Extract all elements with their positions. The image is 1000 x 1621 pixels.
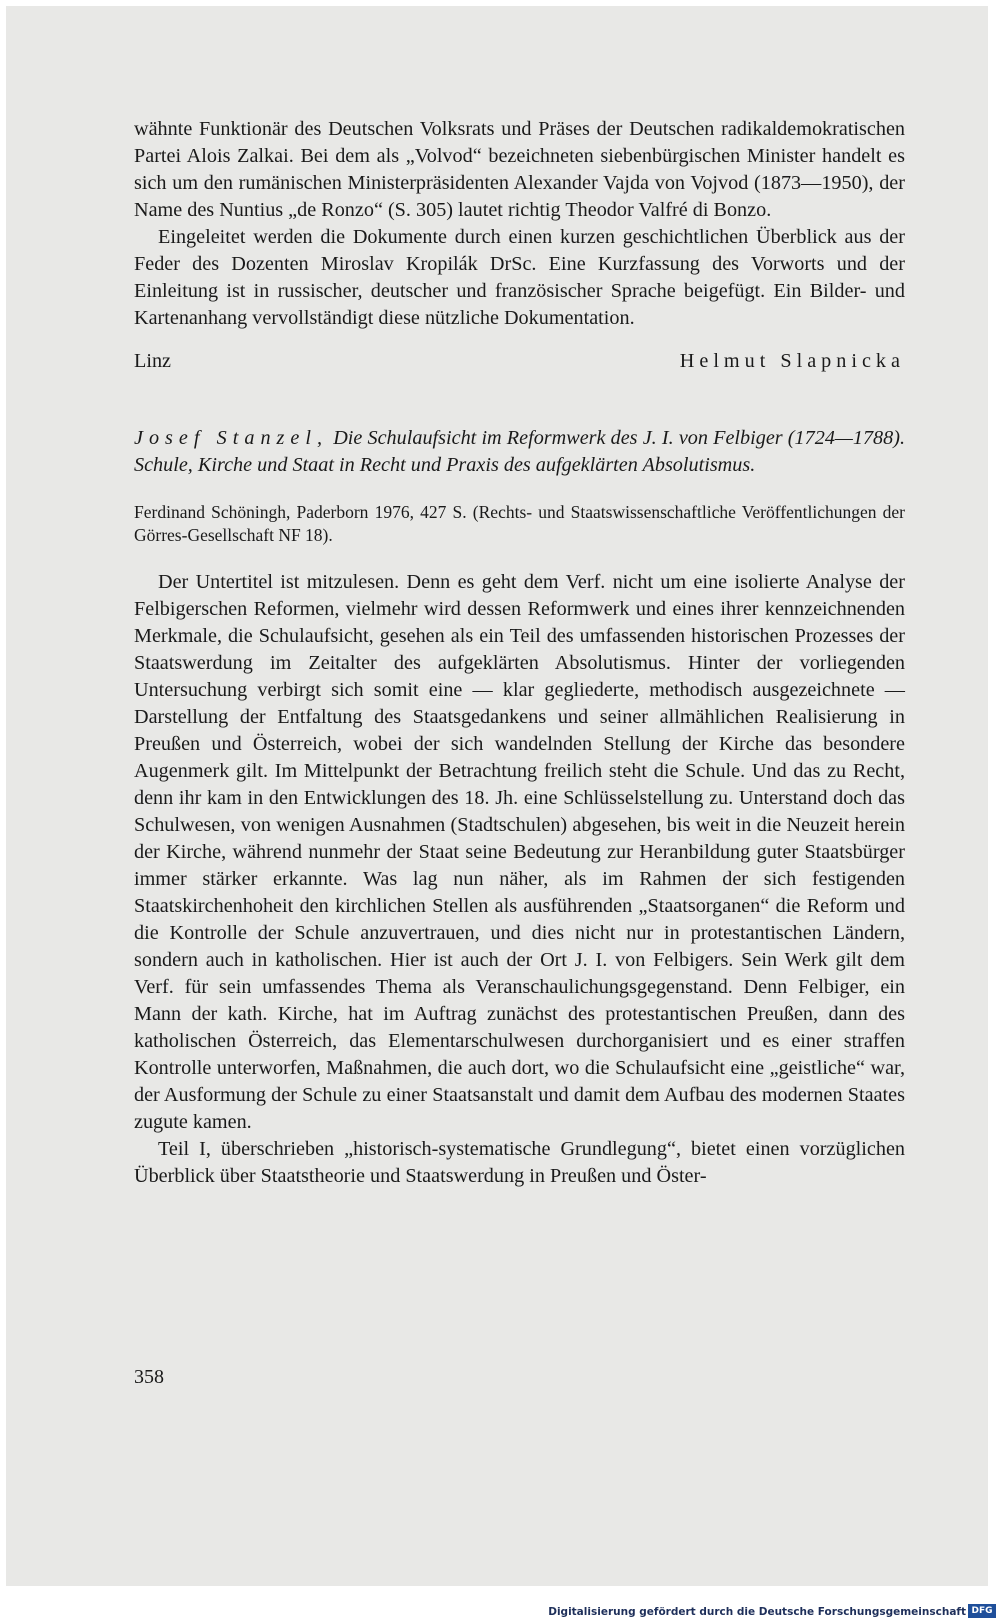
review-heading [134,425,905,479]
body-paragraph-2: Teil I, überschrieben „historisch-systematische Grundlegung“, bietet einen vorzüglichen Überblick über Staatstheorie und Staatswerdung in Preußen und Öster- [134,1138,905,1187]
signature-row [134,348,905,375]
reviewer-name: Helmut Slapnicka [679,350,905,372]
continuation-paragraph: wähnte Funktionär des Deutschen Volksrats und Präses der Deutschen radikaldemokratischen Partei Alois Zalkai. Bei dem als „Volvod“ bezeichneten siebenbürgischen Minister handelt es sich um den rumänischen Ministerpräsidenten Alexander Vajda von Vojvod (1873—1950), der Name des Nuntius „de Ronzo“ (S. 305) lautet richtig Theodor Valfré di Bonzo. [134,118,905,221]
book-title: Die Schulaufsicht im Reformwerk des J. I. von Felbiger (1724—1788). Schule, Kirche und Staat in Recht und Praxis des aufgeklärten Absolutismus. [134,427,906,476]
page-number: 358 [134,1366,164,1388]
second-paragraph: Eingeleitet werden die Dokumente durch einen kurzen geschichtlichen Überblick aus der Feder des Dozenten Miroslav Kropilák DrSc. Eine Kurzfassung des Vorworts und der Einleitung ist in russischer, deutscher und französischer Sprache beigefügt. Ein Bilder- und Kartenanhang vervollständigt diese nützliche Dokumentation. [134,226,905,329]
dfg-logo-icon: DFG [968,1604,996,1618]
footer-credit: Digitalisierung gefördert durch die Deutsche Forschungsgemeinschaft [548,1606,966,1618]
body-paragraph-1: Der Untertitel ist mitzulesen. Denn es geht dem Verf. nicht um eine isolierte Analyse der Felbigerschen Reformen, vielmehr wird dessen Reformwerk und eines ihrer kennzeichnenden Merkmale, die Schulaufsicht, gesehen als ein Teil des umfassenden historischen Prozesses der Staatswerdung im Zeitalter des aufgeklärten Absolutismus. Hinter der vorliegenden Untersuchung verbirgt sich somit eine — klar gegliederte, methodisch ausgezeichnete — Darstellung der Entfaltung des Staatsgedankens und seiner allmählichen Realisierung in Preußen und Österreich, wobei der sich wandelnden Stellung der Kirche das besondere Augenmerk gilt. Im Mittelpunkt der Betrachtung freilich steht die Schule. Und das zu Recht, denn ihr kam in den Entwicklungen des 18. Jh. eine Schlüsselstellung zu. Unterstand doch das Schulwesen, von wenigen Ausnahmen (Stadtschulen) abgesehen, bis weit in die Neuzeit herein der Kirche, während nunmehr der Staat seine Bedeutung zur Heranbildung guter Staatsbürger immer stärker erkannte. Was lag nun näher, als im Rahmen der sich festigenden Staatskirchenhoheit den kirchlichen Stellen als ausführenden „Staatsorganen“ die Reform und die Kontrolle der Schule anzuvertrauen, und dies nicht nur in protestantischen Ländern, sondern auch in katholischen. Hier ist auch der Ort J. I. von Felbigers. Sein Werk gilt dem Verf. für sein umfassendes Thema als Veranschaulichungsgegenstand. Denn Felbiger, ein Mann der kath. Kirche, hat im Auftrag zunächst des protestantischen Preußen, dann des katholischen Österreich, das Elementarschulwesen durchorganisiert und es einer straffen Kontrolle unterworfen, Maßnahmen, die auch dort, wo die Schulaufsicht eine „geistliche“ war, der Ausformung der Schule zu einer Staatsanstalt und damit dem Aufbau des modernen Staates zugute kamen. [134,571,905,1133]
text-block [134,116,905,1190]
signature-place: Linz [134,350,171,372]
publication-info: Ferdinand Schöningh, Paderborn 1976, 427 S. (Rechts- und Staatswissenschaftliche Veröffentlichungen der Görres-Gesellschaft NF 18). [134,502,905,545]
book-author: Josef Stanzel, [134,427,329,449]
